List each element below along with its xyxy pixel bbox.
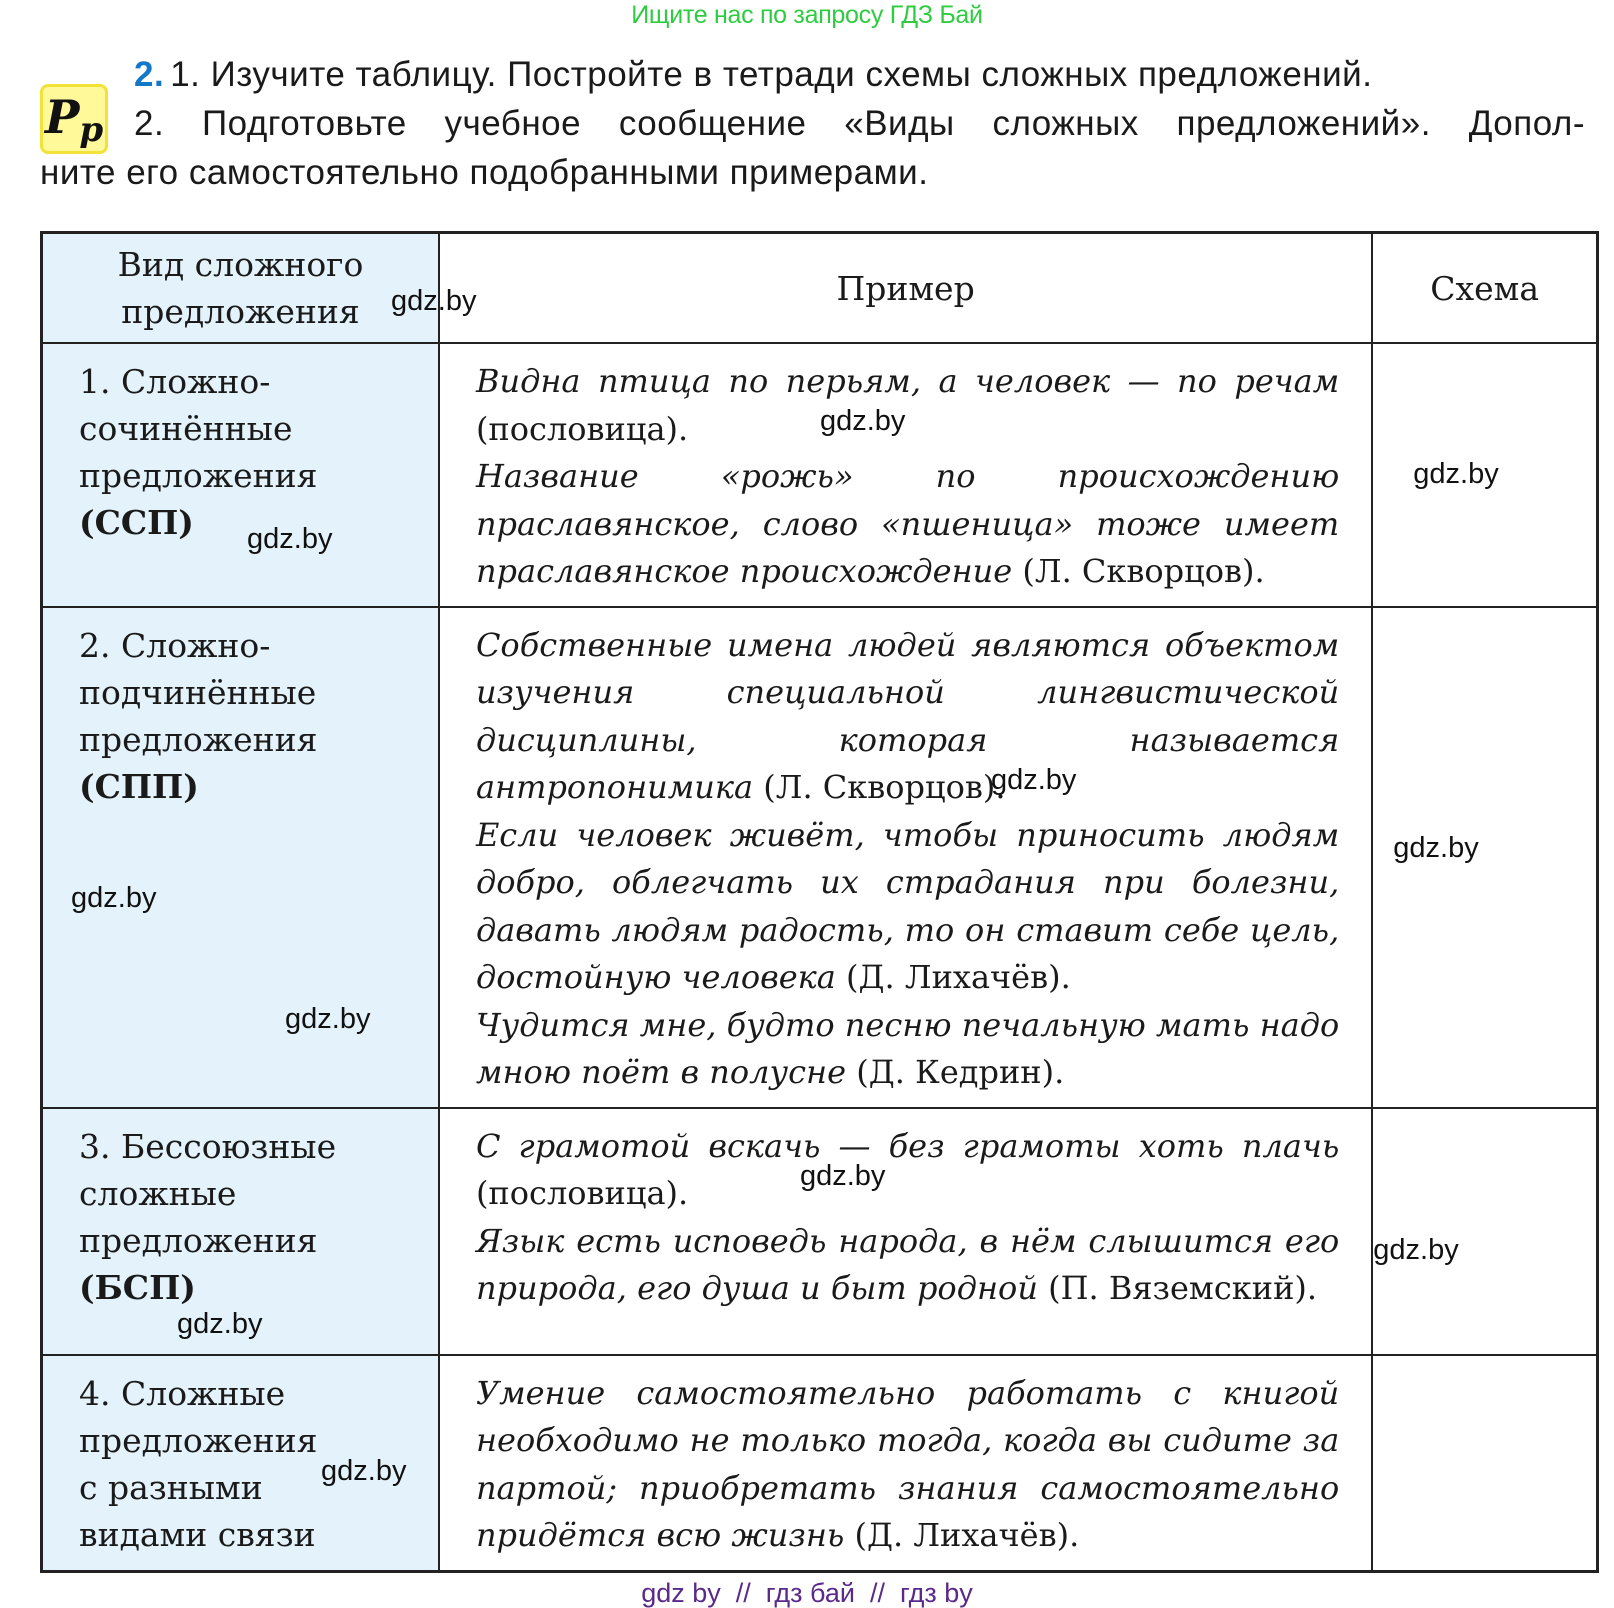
- sentence-type-cell: [42, 1355, 439, 1572]
- task-number: 2.: [134, 55, 165, 94]
- footer-watermark: gdz by // гдз бай // гдз by: [641, 1578, 973, 1608]
- type-line: сочинённые: [79, 409, 293, 448]
- type-line: предложения: [79, 1420, 318, 1460]
- example-sentence: [476, 1370, 1339, 1560]
- example-source: (Д. Кедрин).: [856, 1053, 1065, 1091]
- type-line: 2. Сложно-: [79, 625, 271, 665]
- example-sentence: [476, 1123, 1339, 1218]
- type-line: 3. Бессоюзные: [79, 1126, 337, 1166]
- example-text: Видна птица по перьям, а человек — по речам: [475, 362, 1340, 400]
- example-text: Чудится мне, будто песню печальную мать надо мною поёт в полусне: [475, 1005, 1340, 1091]
- example-cell: [439, 1355, 1372, 1572]
- example-source: (пословица).: [475, 409, 689, 448]
- watermark: gdz.by: [247, 523, 333, 555]
- search-banner: Ищите нас по запросу ГДЗ Бай: [631, 1, 983, 29]
- sentence-type-cell: [42, 607, 439, 1108]
- header-type-line1: Вид сложного: [117, 245, 364, 284]
- example-source: (пословица).: [475, 1174, 689, 1212]
- scheme-cell: [1372, 607, 1597, 1108]
- example-cell: [439, 1108, 1372, 1355]
- type-line: 4. Сложные: [79, 1373, 286, 1413]
- header-scheme: Схема: [1372, 233, 1597, 344]
- example-sentence: [476, 812, 1339, 1002]
- example-source: (П. Вяземский).: [1048, 1269, 1318, 1307]
- example-sentence: [476, 453, 1339, 596]
- task-line-3: ните его самостоятельно подобранными примерами.: [40, 153, 929, 192]
- watermark: gdz.by: [285, 1002, 371, 1035]
- example-text: Язык есть исповедь народа, в нём слышится его природа, его душа и быт родной: [475, 1221, 1340, 1307]
- example-source: (Д. Лихачёв).: [846, 958, 1071, 996]
- task-line-1: [40, 50, 1585, 99]
- type-abbreviation: (БСП): [79, 1267, 196, 1307]
- example-sentence: [476, 1002, 1339, 1097]
- example-text: Собственные имена людей являются объектом изучения специальной лингвистической дисциплины, которая называется антропонимика: [475, 625, 1340, 806]
- header-type-line2: предложения: [121, 292, 360, 331]
- type-line: подчинённые: [79, 672, 317, 712]
- watermark: gdz.by: [391, 285, 477, 317]
- table-row: [42, 1108, 1598, 1355]
- watermark: gdz.by: [71, 881, 157, 914]
- watermark: gdz.by: [990, 763, 1077, 796]
- table-row: [42, 1355, 1598, 1572]
- watermark: gdz.by: [819, 405, 906, 437]
- example-source: (Л. Скворцов).: [1022, 552, 1265, 590]
- sentence-type-cell: [42, 343, 439, 607]
- example-text: Название «рожь» по происхождению праславянское, слово «пшеница» тоже имеет праславянское происхождение: [475, 457, 1340, 590]
- type-line: с разными: [79, 1467, 263, 1507]
- scheme-cell: [1372, 1355, 1597, 1572]
- example-text: С грамотой вскачь — без грамоты хоть плачь: [475, 1126, 1340, 1165]
- example-cell: [439, 607, 1372, 1108]
- type-line: предложения: [79, 1220, 318, 1260]
- type-line: сложные: [79, 1173, 237, 1213]
- example-sentence: [476, 1218, 1339, 1313]
- complex-sentences-table: [40, 231, 1599, 1573]
- type-line: 1. Сложно-: [79, 362, 271, 401]
- badge-letter: P: [44, 90, 80, 144]
- header-example: Пример: [439, 233, 1372, 344]
- example-text: Умение самостоятельно работать с книгой необходимо не только тогда, когда вы сидите за партой; приобретать знания самостоятельно придётся всю жизнь: [475, 1373, 1340, 1554]
- type-abbreviation: (ССП): [79, 503, 194, 542]
- example-source: (Л. Скворцов).: [763, 768, 1006, 806]
- type-line: предложения: [79, 456, 318, 495]
- watermark: gdz.by: [1393, 831, 1479, 864]
- example-sentence: [476, 622, 1339, 812]
- type-line: видами связи: [79, 1514, 316, 1554]
- sentence-type-cell: [42, 1108, 439, 1355]
- table-row: [42, 607, 1598, 1108]
- table-row: [42, 343, 1598, 607]
- example-cell: [439, 343, 1372, 607]
- task-line-2: 2. Подготовьте учебное сообщение «Виды сложных предложений». Допол-: [134, 104, 1585, 143]
- badge-subletter: p: [79, 110, 104, 150]
- scheme-cell: [1372, 343, 1597, 607]
- task-instructions: [40, 50, 1585, 197]
- example-text: Если человек живёт, чтобы приносить людям добро, облегчать их страдания при болезни, давать людям радость, то он ставит себе цель, достойную человека: [475, 815, 1340, 996]
- task-line-1-text: 1. Изучите таблицу. Постройте в тетради схемы сложных предложений.: [170, 55, 1373, 94]
- example-sentence: [476, 358, 1339, 453]
- type-line: предложения: [79, 719, 318, 759]
- scheme-cell: [1372, 1108, 1597, 1355]
- watermark: gdz.by: [799, 1159, 886, 1192]
- watermark: gdz.by: [177, 1307, 263, 1340]
- table-header-row: [42, 233, 1598, 344]
- example-source: (Д. Лихачёв).: [854, 1516, 1080, 1554]
- watermark: gdz.by: [321, 1454, 407, 1487]
- watermark: gdz.by: [1413, 458, 1499, 490]
- watermark: gdz.by: [1373, 1233, 1459, 1266]
- type-abbreviation: (СПП): [79, 766, 199, 806]
- header-type: [42, 233, 477, 344]
